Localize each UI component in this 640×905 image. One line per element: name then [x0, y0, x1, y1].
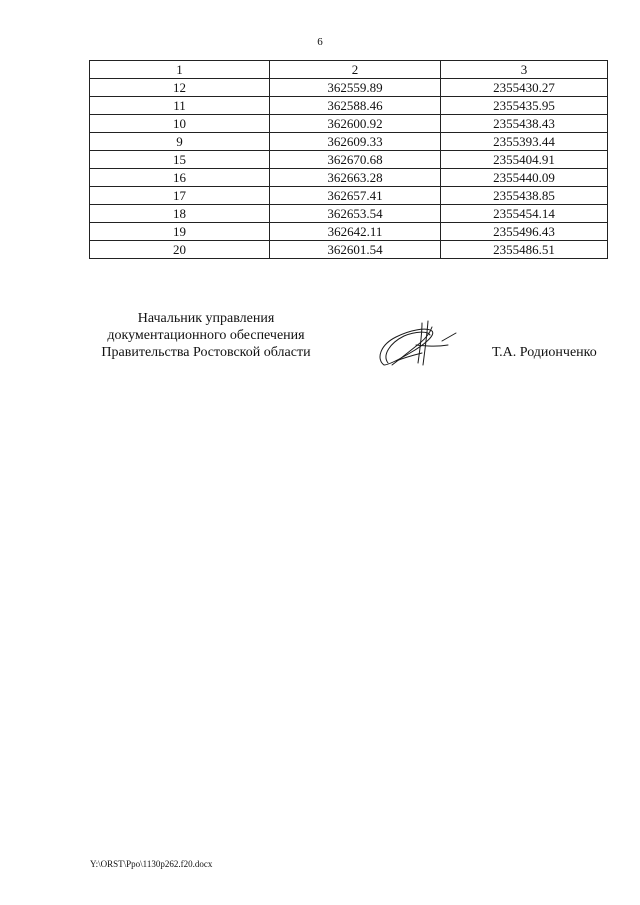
table-cell: 362559.89 [270, 79, 441, 97]
table-cell: 10 [90, 115, 270, 133]
table-cell: 11 [90, 97, 270, 115]
table-header-cell: 1 [90, 61, 270, 79]
table-cell: 362601.54 [270, 241, 441, 259]
table-row [90, 151, 608, 169]
table-cell: 2355440.09 [441, 169, 608, 187]
table-cell: 362588.46 [270, 97, 441, 115]
table-cell: 15 [90, 151, 270, 169]
table-cell: 362663.28 [270, 169, 441, 187]
table-row [90, 187, 608, 205]
table-cell: 2355486.51 [441, 241, 608, 259]
table-cell: 16 [90, 169, 270, 187]
table-cell: 2355430.27 [441, 79, 608, 97]
table-cell: 2355438.85 [441, 187, 608, 205]
signer-name: Т.А. Родионченко [492, 345, 597, 360]
table-row [90, 169, 608, 187]
table-cell: 362642.11 [270, 223, 441, 241]
handwritten-signature [370, 315, 470, 375]
position-line: документационного обеспечения [107, 328, 305, 343]
table-row [90, 205, 608, 223]
page-number: 6 [317, 36, 323, 48]
table-cell: 2355496.43 [441, 223, 608, 241]
table-cell: 19 [90, 223, 270, 241]
table-row [90, 79, 608, 97]
table-row [90, 115, 608, 133]
table-row [90, 241, 608, 259]
table-cell: 17 [90, 187, 270, 205]
table-cell: 2355438.43 [441, 115, 608, 133]
table-cell: 2355435.95 [441, 97, 608, 115]
table-header-cell: 2 [270, 61, 441, 79]
table-cell: 2355404.91 [441, 151, 608, 169]
table-cell: 12 [90, 79, 270, 97]
table-header-row [90, 61, 608, 79]
position-line: Правительства Ростовской области [101, 345, 311, 360]
table-cell: 18 [90, 205, 270, 223]
table-cell: 2355393.44 [441, 133, 608, 151]
table-cell: 362600.92 [270, 115, 441, 133]
position-line: Начальник управления [137, 311, 275, 326]
table-row [90, 97, 608, 115]
signatory-position [88, 310, 324, 361]
table-row [90, 133, 608, 151]
table-cell: 2355454.14 [441, 205, 608, 223]
coordinates-table [89, 60, 608, 259]
table-cell: 20 [90, 241, 270, 259]
table-cell: 362609.33 [270, 133, 441, 151]
table-row [90, 223, 608, 241]
table-cell: 362657.41 [270, 187, 441, 205]
table-cell: 362653.54 [270, 205, 441, 223]
table-header-cell: 3 [441, 61, 608, 79]
table-cell: 9 [90, 133, 270, 151]
table-cell: 362670.68 [270, 151, 441, 169]
footer-file-path: Y:\ORST\Ppo\1130p262.f20.docx [90, 859, 213, 869]
